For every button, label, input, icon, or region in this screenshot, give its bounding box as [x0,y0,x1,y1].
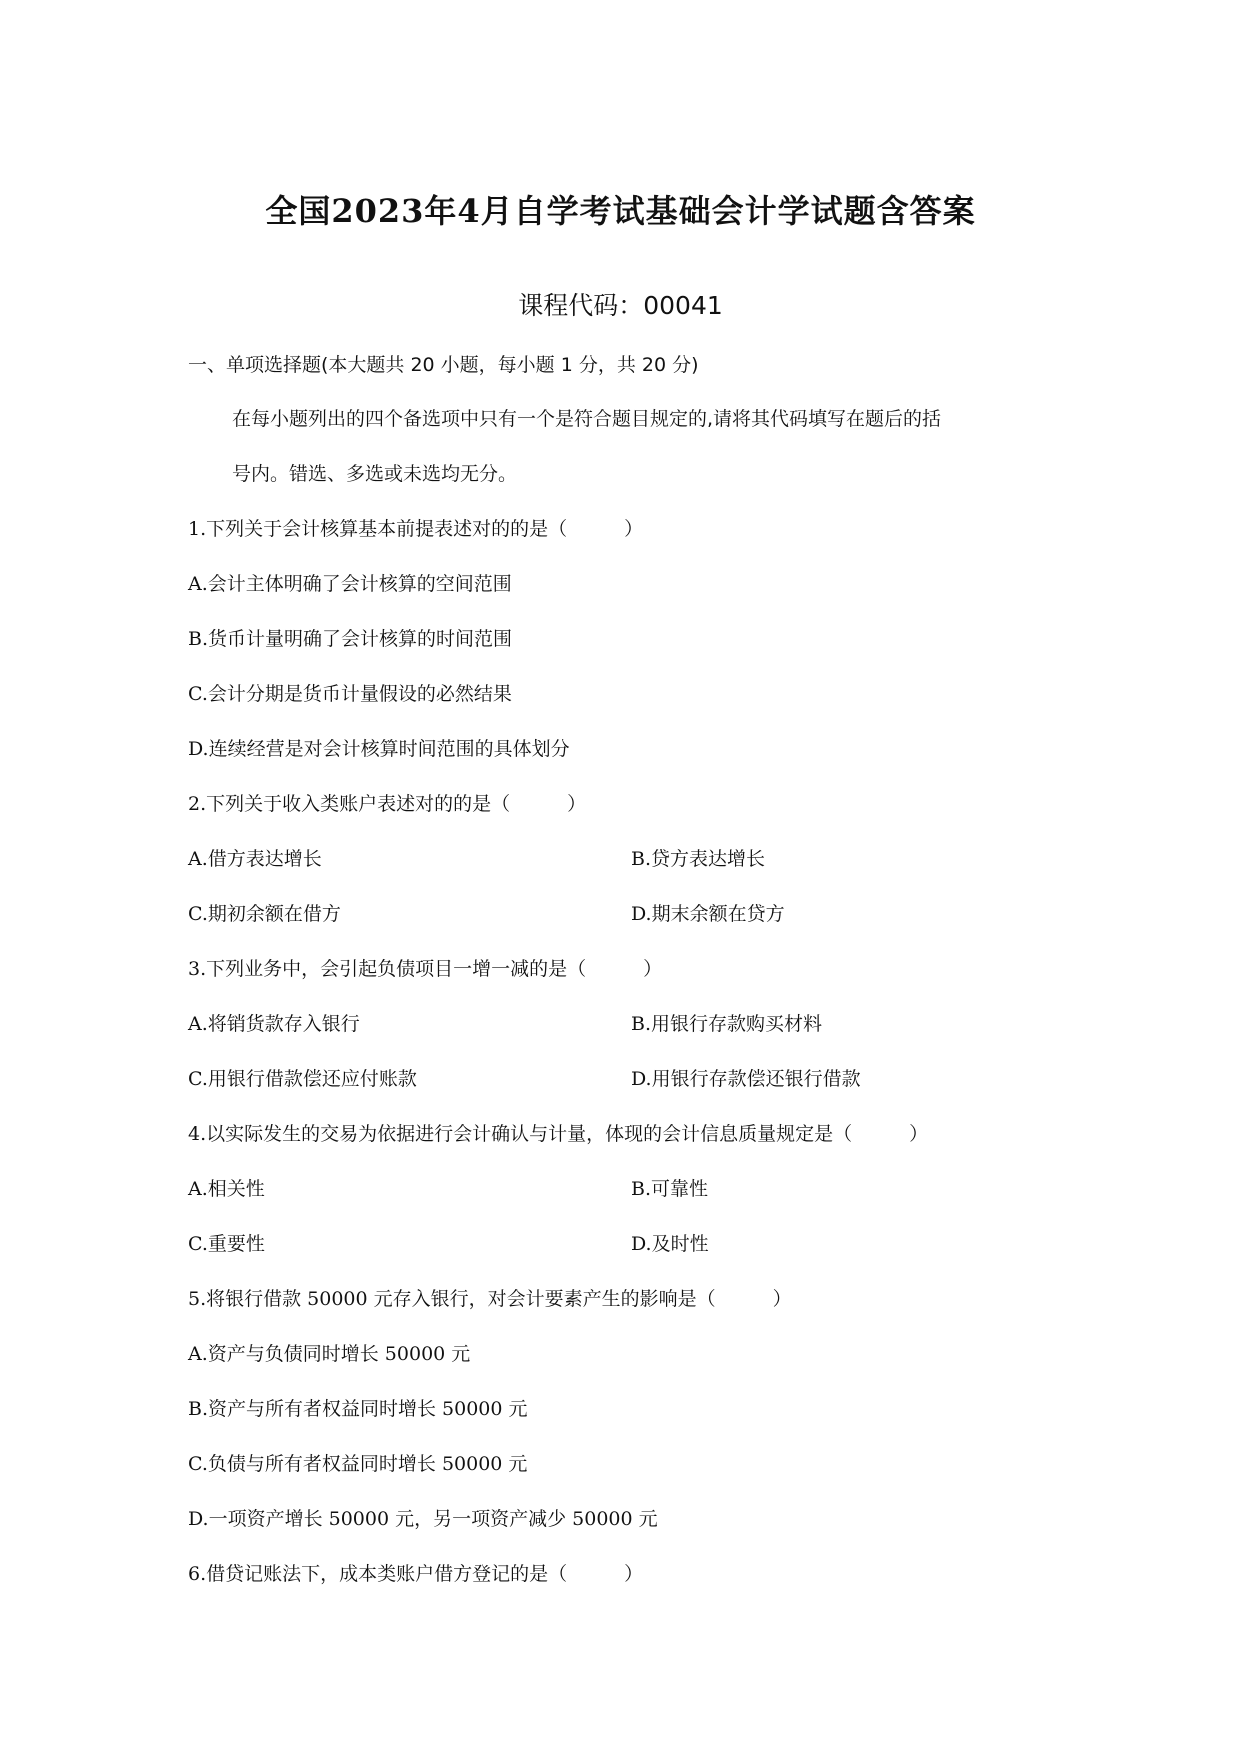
question-1-option-b: B.货币计量明确了会计核算的时间范围 [188,628,513,650]
question-5-option-a: A.资产与负债同时增长 50000 元 [188,1343,471,1365]
question-4-option-a: A.相关性 [188,1178,265,1200]
question-2-stem: 2.下列关于收入类账户表述对的的是（ ） [188,793,587,815]
question-4-stem: 4.以实际发生的交易为依据进行会计确认与计量，体现的会计信息质量规定是（ ） [188,1123,929,1145]
question-6-stem: 6.借贷记账法下，成本类账户借方登记的是（ ） [188,1563,644,1585]
question-4-option-b: B.可靠性 [631,1178,709,1200]
question-5-option-c: C.负债与所有者权益同时增长 50000 元 [188,1453,528,1475]
section-heading: 一、单项选择题(本大题共 20 小题，每小题 1 分，共 20 分) [188,354,699,376]
question-1-option-a: A.会计主体明确了会计核算的空间范围 [188,573,512,595]
question-3-option-d: D.用银行存款偿还银行借款 [631,1068,861,1090]
question-4-option-c: C.重要性 [188,1233,265,1255]
question-2-option-a: A.借方表达增长 [188,848,322,870]
exam-title: 全国2023年4月自学考试基础会计学试题含答案 [265,192,976,230]
question-2-option-d: D.期末余额在贷方 [631,903,785,925]
section-instruction-line-1: 在每小题列出的四个备选项中只有一个是符合题目规定的,请将其代码填写在题后的括 [232,408,942,430]
question-3-stem: 3.下列业务中，会引起负债项目一增一减的是（ ） [188,958,663,980]
question-3-option-a: A.将销货款存入银行 [188,1013,360,1035]
question-2-option-b: B.贷方表达增长 [631,848,766,870]
question-1-stem: 1.下列关于会计核算基本前提表述对的的是（ ） [188,518,644,540]
question-1-option-c: C.会计分期是货币计量假设的必然结果 [188,683,512,705]
question-3-option-b: B.用银行存款购买材料 [631,1013,823,1035]
question-2-option-c: C.期初余额在借方 [188,903,341,925]
question-3-option-c: C.用银行借款偿还应付账款 [188,1068,417,1090]
question-1-option-d: D.连续经营是对会计核算时间范围的具体划分 [188,738,570,760]
question-5-option-d: D.一项资产增长 50000 元，另一项资产减少 50000 元 [188,1508,658,1530]
question-5-stem: 5.将银行借款 50000 元存入银行，对会计要素产生的影响是（ ） [188,1288,792,1310]
section-instruction-line-2: 号内。错选、多选或未选均无分。 [232,463,518,485]
question-4-option-d: D.及时性 [631,1233,709,1255]
question-5-option-b: B.资产与所有者权益同时增长 50000 元 [188,1398,528,1420]
course-code: 课程代码：00041 [518,291,723,320]
